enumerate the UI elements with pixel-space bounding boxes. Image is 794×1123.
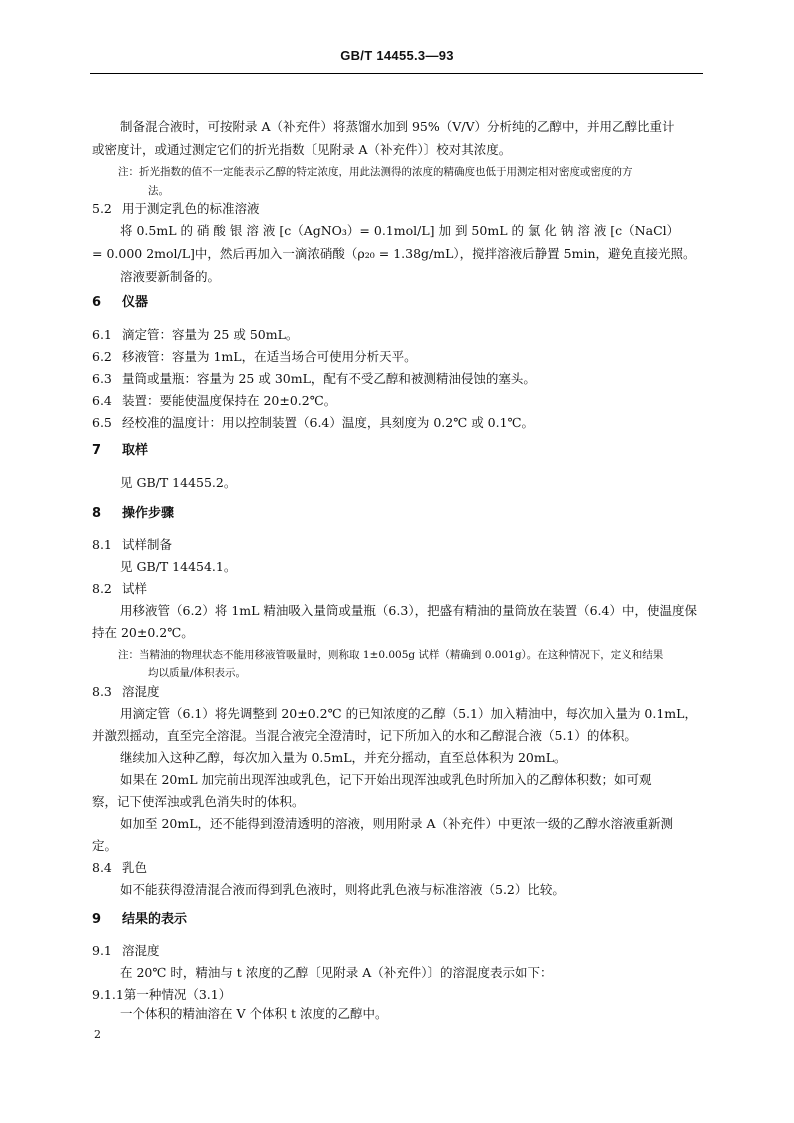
note-line: 法。 (148, 185, 169, 197)
paragraph-line: 如加至 20mL，还不能得到澄清透明的溶液，则用附录 A（补充件）中更浓一级的乙醇水溶液重新测 (120, 816, 674, 831)
paragraph-line: 用移液管（6.2）将 1mL 精油吸入量筒或量瓶（6.3），把盛有精油的量筒放在装置（6.4）中，使温度保 (120, 603, 697, 618)
section-number: 8.4 (92, 860, 112, 875)
section-number: 9.1 (92, 943, 112, 958)
section-title: 结果的表示 (122, 912, 188, 927)
paragraph-line: 将 0.5mL 的 硝 酸 银 溶 液 [c（AgNO₃）= 0.1mol/L] 加 到 50mL 的 氯 化 钠 溶 液 [c（NaCl） (120, 223, 680, 238)
section-number: 8 (92, 506, 102, 521)
section-number: 5.2 (92, 201, 112, 216)
note-line: 注：折光指数的值不一定能表示乙醇的特定浓度，用此法测得的浓度的精确度也低于用测定相对密度或密度的方 (118, 166, 633, 178)
paragraph-line: 并激烈摇动，直至完全溶混。当混合液完全澄清时，记下所加入的水和乙醇混合液（5.1）的体积。 (92, 728, 637, 743)
item-number: 6.5 (92, 415, 112, 430)
paragraph-line: 溶液要新制备的。 (120, 269, 221, 284)
item-text: 量筒或量瓶：容量为 25 或 30mL，配有不受乙醇和被测精油侵蚀的塞头。 (122, 371, 536, 386)
section-heading-9-1 (92, 942, 160, 960)
list-item-6-2 (92, 348, 417, 366)
header-rule (90, 73, 703, 74)
section-title: 试样制备 (122, 537, 173, 552)
paragraph-line: 察，记下使浑浊或乳色消失时的体积。 (92, 794, 305, 809)
item-text: 经校准的温度计：用以控制装置（6.4）温度，具刻度为 0.2℃ 或 0.1℃。 (122, 415, 535, 430)
section-heading-7 (92, 442, 148, 460)
paragraph-line: 在 20℃ 时，精油与 t 浓度的乙醇〔见附录 A（补充件）〕的溶混度表示如下： (120, 965, 553, 980)
section-heading-8 (92, 505, 174, 523)
paragraph-line: 制备混合液时，可按附录 A（补充件）将蒸馏水加到 95%（V/V）分析纯的乙醇中，并用乙醇比重计 (120, 119, 675, 134)
list-item-6-5 (92, 414, 534, 432)
paragraph-line: 如果在 20mL 加完前出现浑浊或乳色，记下开始出现浑浊或乳色时所加入的乙醇体积数；如可观 (120, 772, 652, 787)
section-heading-6 (92, 294, 148, 312)
section-number: 9.1.1 (92, 987, 124, 1002)
paragraph-line: 见 GB/T 14454.1。 (120, 559, 237, 574)
list-item-6-1 (92, 326, 298, 344)
section-title: 操作步骤 (122, 506, 175, 521)
note-line: 注：当精油的物理状态不能用移液管吸量时，则称取 1±0.005g 试样（精确到 0.001g）。在这种情况下，定义和结果 (118, 649, 664, 661)
section-title: 仪器 (122, 295, 149, 310)
section-title: 用于测定乳色的标准溶液 (122, 201, 260, 216)
item-number: 6.4 (92, 393, 112, 408)
section-title: 取样 (122, 443, 149, 458)
paragraph-line: 持在 20±0.2℃。 (92, 625, 194, 640)
section-heading-8-4 (92, 859, 147, 877)
section-number: 8.3 (92, 684, 112, 699)
paragraph-line: 见 GB/T 14455.2。 (120, 475, 237, 490)
note-line: 均以质量/体积表示。 (148, 667, 247, 679)
section-title: 溶混度 (122, 943, 160, 958)
list-item-6-3 (92, 370, 536, 388)
section-number: 7 (92, 443, 102, 458)
section-heading-8-1 (92, 536, 172, 554)
section-heading-9 (92, 911, 187, 929)
paragraph-line: 定。 (92, 838, 118, 853)
section-title: 溶混度 (122, 684, 160, 699)
section-title: 试样 (122, 581, 148, 596)
paragraph-line: 或密度计，或通过测定它们的折光指数〔见附录 A（补充件）〕校对其浓度。 (92, 142, 512, 157)
section-title: 第一种情况（3.1） (123, 987, 232, 1002)
section-heading-5-2 (92, 200, 260, 218)
page-number: 2 (94, 1028, 101, 1041)
section-heading-9-1-1 (92, 986, 231, 1004)
paragraph-line: 用滴定管（6.1）将先调整到 20±0.2℃ 的已知浓度的乙醇（5.1）加入精油中，每次加入量为 0.1mL， (120, 706, 697, 721)
paragraph-line: 一个体积的精油溶在 V 个体积 t 浓度的乙醇中。 (120, 1006, 388, 1021)
paragraph-line: 继续加入这种乙醇，每次加入量为 0.5mL，并充分摇动，直至总体积为 20mL。 (120, 750, 567, 765)
item-text: 移液管：容量为 1mL，在适当场合可使用分析天平。 (122, 349, 417, 364)
page-header: GB/T 14455.3—93 (340, 48, 454, 63)
section-number: 9 (92, 912, 102, 927)
section-number: 6 (92, 295, 102, 310)
section-number: 8.1 (92, 537, 112, 552)
item-number: 6.3 (92, 371, 112, 386)
section-title: 乳色 (122, 860, 148, 875)
section-number: 8.2 (92, 581, 112, 596)
paragraph-line: = 0.000 2mol/L]中，然后再加入一滴浓硝酸（ρ₂₀ = 1.38g/mL），搅拌溶液后静置 5min，避免直接光照。 (92, 246, 696, 261)
item-text: 装置：要能使温度保持在 20±0.2℃。 (122, 393, 337, 408)
list-item-6-4 (92, 392, 336, 410)
paragraph-line: 如不能获得澄清混合液而得到乳色液时，则将此乳色液与标准溶液（5.2）比较。 (120, 882, 565, 897)
item-number: 6.2 (92, 349, 112, 364)
section-heading-8-2 (92, 580, 147, 598)
section-heading-8-3 (92, 683, 160, 701)
item-number: 6.1 (92, 327, 112, 342)
item-text: 滴定管：容量为 25 或 50mL。 (122, 327, 299, 342)
